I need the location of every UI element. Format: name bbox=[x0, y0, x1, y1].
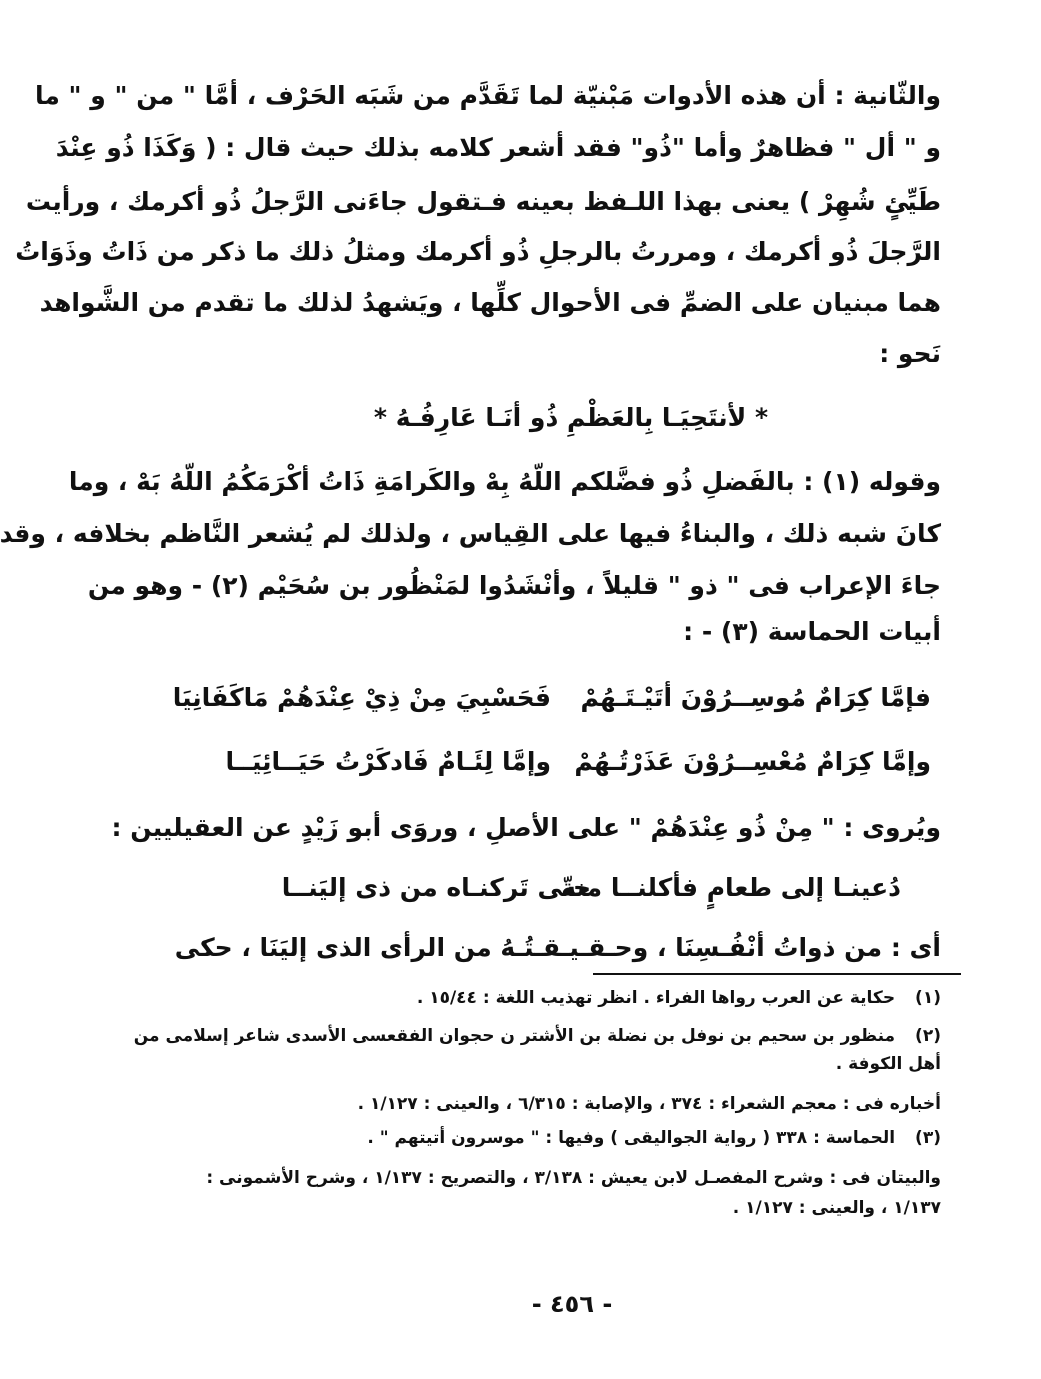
body-line-5: هما مبنيان على الضمِّ فى الأحوال كلِّها ، ويَشهدُ لذلك ما تقدم من الشَّواهد bbox=[39, 288, 941, 317]
footnote-1 bbox=[201, 984, 941, 1012]
centered-quote: * لأنتَحِيَـا بِالعَظْمِ ذُو أنَـا عَارِفُـهُ * bbox=[373, 403, 769, 432]
middle-line-2: كانَ شبه ذلك ، والبناءُ فيها على القِياس ، ولذلك لم يُشعر النَّاظم بخلافه ، وقد bbox=[0, 519, 941, 548]
middle-line-3: جاءَ الإعراب فى " ذو " قليلاً ، وأنْشَدُوا لمَنْظُور بن سُحَيْم (٢) - وهو من bbox=[87, 571, 941, 600]
riwaya-line: ويُروى : " مِنْ ذُو عِنْدَهُمْ " على الأصلِ ، وروَى أبو زَيْدٍ عن العقيليين : bbox=[111, 813, 941, 842]
prose-verse-first: دُعينـا إلى طعامٍ فأكلنــا منه bbox=[561, 873, 901, 902]
verse-1-second-hemistich: فَحَسْبِيَ مِنْ ذِيْ عِنْدَهُمْ مَاكَفَانِيَا bbox=[172, 683, 551, 712]
footnote-3-text: الحماسة : ٣٣٨ ( رواية الجواليقى ) وفيها : " موسرون أتيتهم " . bbox=[367, 1128, 896, 1148]
verse-1 bbox=[172, 676, 931, 720]
footnote-2-sources: أخباره فى : معجم الشعراء : ٣٧٤ ، والإصابة : ٦/٣١٥ ، والعينى : ١/١٢٧ . bbox=[357, 1094, 941, 1114]
footnote-separator bbox=[593, 973, 961, 975]
verse-2 bbox=[221, 740, 931, 784]
middle-line-1: وقوله (١) : بالفَضلِ ذُو فضَّلكم اللّهُ بِهْ والكَرامَةِ ذَاتُ أكْرَمَكُمُ اللّهُ بَهْ ، وما bbox=[68, 467, 941, 496]
footnote-2-number: (٢) bbox=[915, 1026, 941, 1046]
footnote-3-sources: والبيتان فى : وشرح المفصـل لابن يعيش : ٣/١٣٨ ، والتصريح : ١/١٣٧ ، وشرح الأشمونى : bbox=[206, 1168, 941, 1188]
footnote-2-text: منظور بن سحيم بن نوفل بن نضلة بن الأشتر ن حجوان الفقعسى الأسدى شاعر إسلامى من bbox=[133, 1026, 896, 1046]
footnote-3-sources-continuation: ١/١٣٧ ، والعينى : ١/١٢٧ . bbox=[732, 1198, 941, 1218]
page-number: - ٤٥٦ - bbox=[531, 1290, 613, 1318]
footnote-3-number: (٣) bbox=[915, 1128, 941, 1148]
body-line-4: الرَّجلَ ذُو أكرمك ، ومررتُ بالرجلِ ذُو أكرمك ومثلُ ذلك ما ذكر من ذَاتُ وذَوَاتُ bbox=[15, 237, 941, 266]
body-line-3: طَيِّئٍ شُهِرْ ) يعنى بهذا اللـفظ بعينه فـتقول جاءَنى الرَّجلُ ذُو أكرمك ، ورأيت bbox=[25, 187, 941, 216]
prose-verse-second: حتّى تَركنـاه من ذى إليَنــا bbox=[281, 873, 591, 902]
last-body-line: أى : من ذواتُ أنْفُـسِنَا ، وحـقـيـقـتُـهُ من الرأى الذى إليَنَا ، حكى bbox=[174, 933, 941, 962]
footnote-2-continuation: أهل الكوفة . bbox=[835, 1054, 941, 1074]
body-line-1: والثّانية : أن هذه الأدوات مَبْنيّة لما تَقَدَّم من شَبَه الحَرْف ، أمَّا " من " و " ما bbox=[34, 81, 941, 110]
footnote-3 bbox=[201, 1124, 941, 1152]
footnote-1-number: (١) bbox=[915, 988, 941, 1008]
verse-2-second-hemistich: وإمَّا لِئَـامٌ فَادكَرْتُ حَيَــائِيَــا bbox=[225, 747, 551, 776]
body-line-2: و " أل " فظاهرٌ وأما "ذُو" فقد أشعر كلامه بذلك حيث قال : ( وَكَذَا ذُو عِنْدَ bbox=[55, 133, 941, 162]
footnote-1-text: حكاية عن العرب رواها الفراء . انظر تهذيب اللغة : ١٥/٤٤ . bbox=[416, 988, 896, 1008]
body-line-6: نَحو : bbox=[879, 339, 941, 368]
prose-verse bbox=[221, 866, 931, 910]
middle-line-4: أبيات الحماسة (٣) - : bbox=[683, 617, 941, 646]
verse-2-first-hemistich: وإمَّا كِرَامٌ مُعْسِــرُوْنَ عَذَرْتُـهُمْ bbox=[574, 747, 931, 776]
verse-1-first-hemistich: فإمَّا كِرَامٌ مُوسِــرُوْنَ أتَيْـتَـهُمْ bbox=[580, 683, 931, 712]
footnote-2 bbox=[133, 1022, 941, 1050]
